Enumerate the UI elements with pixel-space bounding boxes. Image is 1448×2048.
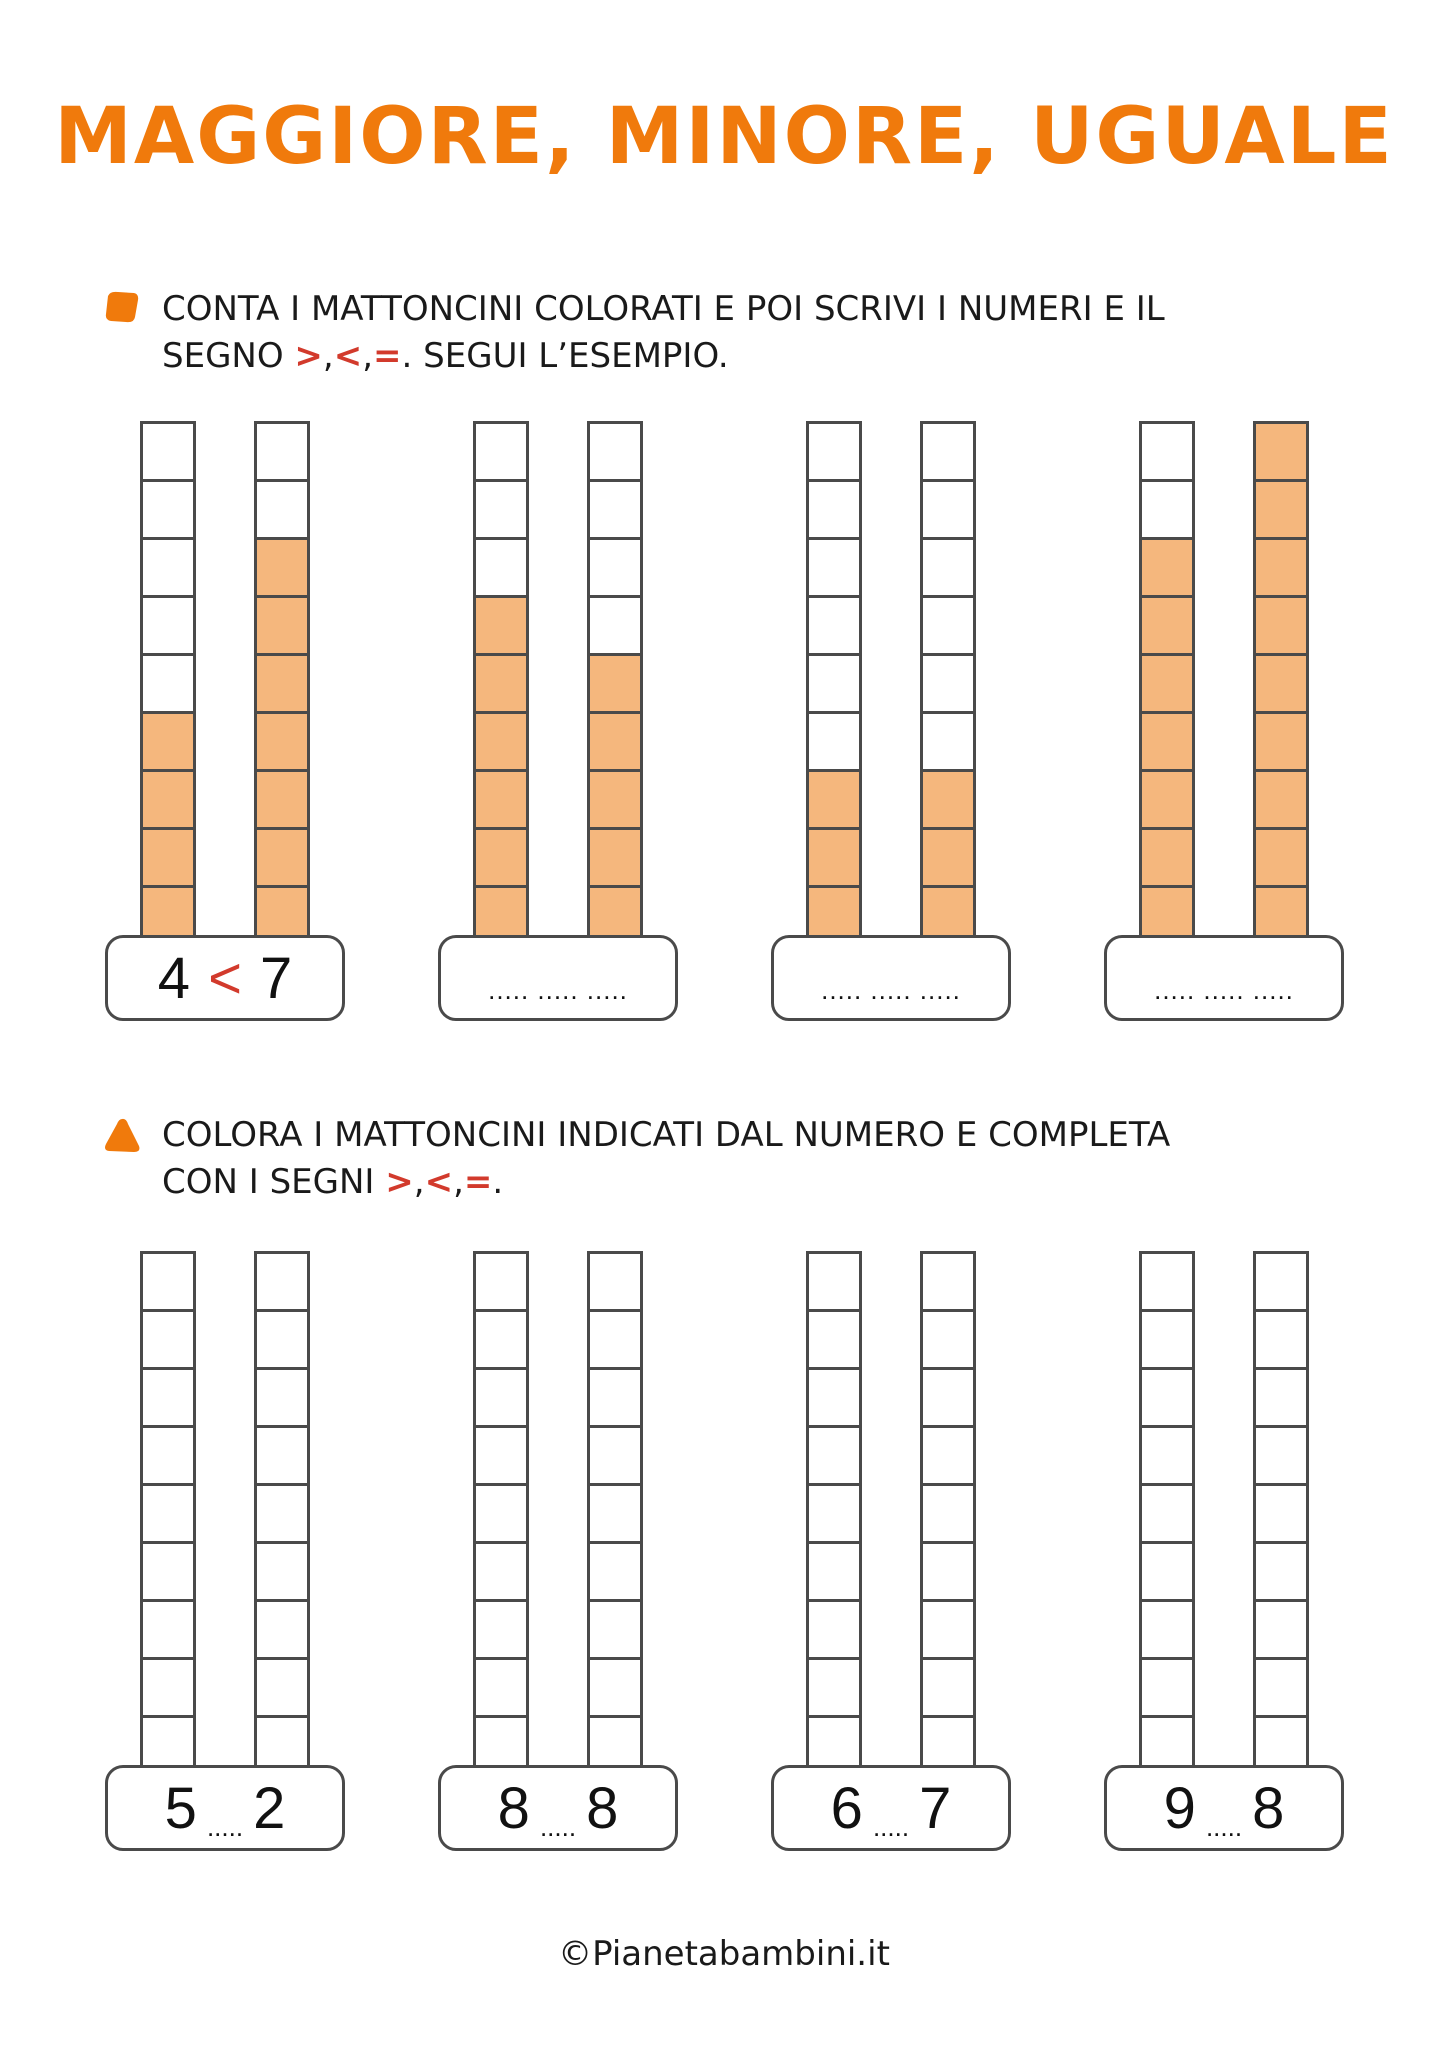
brick-empty[interactable] — [809, 1254, 859, 1312]
brick-empty — [923, 656, 973, 714]
right-number: 7 — [919, 1775, 952, 1841]
brick-filled — [590, 772, 640, 830]
left-number: 9 — [1163, 1775, 1196, 1841]
brick-empty[interactable] — [143, 1370, 193, 1428]
brick-empty — [809, 424, 859, 482]
instruction-1 — [162, 286, 1312, 380]
colorable-tower-left — [1139, 1251, 1195, 1779]
copyright-footer: ©Pianetabambini.it — [558, 1934, 890, 1974]
brick-empty[interactable] — [1142, 1312, 1192, 1370]
brick-empty[interactable] — [476, 1370, 526, 1428]
brick-filled — [257, 772, 307, 830]
brick-filled — [476, 830, 526, 888]
brick-filled — [1142, 714, 1192, 772]
blank-sign[interactable]: ..... — [872, 1811, 910, 1842]
blank-answer: ..... ..... ..... — [1154, 974, 1294, 1005]
brick-empty — [590, 424, 640, 482]
brick-empty[interactable] — [257, 1428, 307, 1486]
instruction-1-suffix: . SEGUI L’ESEMPIO. — [401, 336, 729, 376]
brick-filled — [1256, 830, 1306, 888]
brick-filled — [1142, 598, 1192, 656]
less-sign: < — [333, 336, 363, 376]
blank-answer: ..... ..... ..... — [821, 974, 961, 1005]
brick-filled — [1142, 830, 1192, 888]
colorable-tower-right — [254, 1251, 310, 1779]
instruction-2-line1: COLORA I MATTONCINI INDICATI DAL NUMERO E COMPLETA — [162, 1115, 1171, 1155]
colorable-tower-right — [587, 1251, 643, 1779]
orange-square-bullet-icon — [104, 290, 140, 324]
brick-empty — [1142, 482, 1192, 540]
blank-answer: ..... ..... ..... — [488, 974, 628, 1005]
brick-empty — [257, 482, 307, 540]
example-right-number: 7 — [259, 945, 293, 1011]
brick-empty[interactable] — [1256, 1660, 1306, 1718]
brick-tower-left — [473, 421, 529, 949]
blank-sign[interactable]: ..... — [206, 1811, 244, 1842]
brick-filled — [1256, 540, 1306, 598]
instruction-1-line1: CONTA I MATTONCINI COLORATI E POI SCRIVI I NUMERI E IL — [162, 289, 1165, 329]
brick-empty[interactable] — [923, 1254, 973, 1312]
brick-filled — [1142, 540, 1192, 598]
brick-filled — [923, 772, 973, 830]
brick-filled — [1256, 656, 1306, 714]
brick-tower-right — [1253, 421, 1309, 949]
brick-filled — [1256, 598, 1306, 656]
brick-empty[interactable] — [923, 1370, 973, 1428]
brick-empty[interactable] — [257, 1486, 307, 1544]
brick-empty[interactable] — [809, 1544, 859, 1602]
page-title: MAGGIORE, MINORE, UGUALE — [54, 92, 1394, 182]
brick-empty[interactable] — [590, 1660, 640, 1718]
brick-tower-left — [140, 421, 196, 949]
brick-empty[interactable] — [590, 1486, 640, 1544]
less-sign: < — [424, 1162, 454, 1202]
brick-empty — [476, 482, 526, 540]
brick-empty[interactable] — [143, 1486, 193, 1544]
answer-box[interactable] — [1104, 935, 1344, 1021]
brick-filled — [257, 656, 307, 714]
brick-empty[interactable] — [476, 1486, 526, 1544]
colorable-tower-left — [140, 1251, 196, 1779]
example-sign: < — [208, 945, 242, 1011]
colorable-tower-right — [1253, 1251, 1309, 1779]
brick-empty — [809, 598, 859, 656]
brick-empty[interactable] — [476, 1602, 526, 1660]
brick-empty — [143, 424, 193, 482]
brick-empty[interactable] — [590, 1312, 640, 1370]
brick-filled — [1256, 424, 1306, 482]
example-left-number: 4 — [157, 945, 191, 1011]
brick-empty[interactable] — [1256, 1486, 1306, 1544]
brick-empty[interactable] — [809, 1486, 859, 1544]
brick-empty[interactable] — [809, 1370, 859, 1428]
brick-empty — [143, 656, 193, 714]
brick-empty[interactable] — [257, 1602, 307, 1660]
brick-filled — [257, 540, 307, 598]
brick-empty — [476, 540, 526, 598]
brick-filled — [143, 830, 193, 888]
right-number: 8 — [586, 1775, 619, 1841]
brick-empty[interactable] — [923, 1544, 973, 1602]
answer-box — [105, 935, 345, 1021]
left-number: 5 — [164, 1775, 197, 1841]
brick-empty[interactable] — [1142, 1544, 1192, 1602]
brick-filled — [1256, 772, 1306, 830]
brick-filled — [476, 714, 526, 772]
brick-empty[interactable] — [923, 1312, 973, 1370]
colorable-tower-right — [920, 1251, 976, 1779]
instruction-1-line2: SEGNO >,<,=. SEGUI L’ESEMPIO. — [162, 336, 729, 376]
brick-empty[interactable] — [1142, 1254, 1192, 1312]
brick-empty[interactable] — [923, 1486, 973, 1544]
brick-empty[interactable] — [1142, 1660, 1192, 1718]
compare-box[interactable] — [105, 1765, 345, 1851]
brick-empty[interactable] — [590, 1254, 640, 1312]
brick-empty[interactable] — [476, 1428, 526, 1486]
left-number: 8 — [497, 1775, 530, 1841]
brick-filled — [809, 830, 859, 888]
brick-filled — [476, 772, 526, 830]
brick-empty[interactable] — [257, 1312, 307, 1370]
brick-empty — [590, 482, 640, 540]
brick-empty[interactable] — [257, 1544, 307, 1602]
answer-box[interactable] — [771, 935, 1011, 1021]
brick-empty — [143, 482, 193, 540]
brick-empty[interactable] — [590, 1370, 640, 1428]
equal-sign: = — [463, 1162, 493, 1202]
brick-tower-right — [587, 421, 643, 949]
brick-empty — [809, 656, 859, 714]
brick-tower-right — [254, 421, 310, 949]
brick-filled — [143, 714, 193, 772]
brick-empty — [809, 714, 859, 772]
brick-empty[interactable] — [257, 1254, 307, 1312]
equal-sign: = — [373, 336, 402, 376]
blank-sign[interactable]: ..... — [539, 1811, 577, 1842]
brick-tower-left — [1139, 421, 1195, 949]
brick-empty — [923, 540, 973, 598]
brick-empty[interactable] — [590, 1602, 640, 1660]
brick-empty[interactable] — [476, 1660, 526, 1718]
compare-box[interactable] — [771, 1765, 1011, 1851]
brick-filled — [590, 830, 640, 888]
brick-filled — [923, 830, 973, 888]
brick-filled — [590, 656, 640, 714]
brick-empty — [476, 424, 526, 482]
brick-empty[interactable] — [809, 1312, 859, 1370]
brick-empty[interactable] — [257, 1370, 307, 1428]
brick-empty[interactable] — [257, 1660, 307, 1718]
brick-empty — [590, 540, 640, 598]
instruction-2-text: CON I SEGNI — [162, 1162, 386, 1202]
brick-empty — [809, 540, 859, 598]
brick-empty[interactable] — [1142, 1602, 1192, 1660]
brick-filled — [1142, 656, 1192, 714]
greater-sign: > — [385, 1162, 414, 1202]
colorable-tower-left — [806, 1251, 862, 1779]
brick-empty — [143, 540, 193, 598]
brick-empty[interactable] — [1256, 1254, 1306, 1312]
instruction-2-suffix: . — [492, 1162, 504, 1202]
orange-triangle-bullet-icon — [102, 1116, 142, 1154]
greater-sign: > — [294, 336, 323, 376]
brick-empty[interactable] — [1256, 1428, 1306, 1486]
brick-empty[interactable] — [476, 1254, 526, 1312]
brick-filled — [1256, 482, 1306, 540]
brick-empty — [923, 598, 973, 656]
brick-empty[interactable] — [476, 1312, 526, 1370]
brick-filled — [476, 656, 526, 714]
brick-filled — [1256, 714, 1306, 772]
brick-empty[interactable] — [923, 1660, 973, 1718]
brick-empty — [257, 424, 307, 482]
brick-empty[interactable] — [1256, 1544, 1306, 1602]
brick-empty[interactable] — [143, 1428, 193, 1486]
brick-filled — [476, 598, 526, 656]
brick-empty[interactable] — [143, 1544, 193, 1602]
brick-empty — [923, 482, 973, 540]
brick-empty[interactable] — [923, 1602, 973, 1660]
brick-filled — [257, 714, 307, 772]
brick-empty[interactable] — [143, 1602, 193, 1660]
brick-filled — [143, 772, 193, 830]
brick-empty — [590, 598, 640, 656]
right-number: 8 — [1252, 1775, 1285, 1841]
brick-empty — [143, 598, 193, 656]
brick-empty — [923, 714, 973, 772]
brick-tower-right — [920, 421, 976, 949]
brick-empty[interactable] — [923, 1428, 973, 1486]
brick-empty[interactable] — [1142, 1486, 1192, 1544]
brick-empty[interactable] — [1142, 1428, 1192, 1486]
brick-empty[interactable] — [1256, 1370, 1306, 1428]
brick-empty[interactable] — [590, 1544, 640, 1602]
brick-filled — [809, 772, 859, 830]
brick-filled — [590, 714, 640, 772]
brick-filled — [257, 598, 307, 656]
compare-box[interactable] — [1104, 1765, 1344, 1851]
brick-empty[interactable] — [143, 1254, 193, 1312]
colorable-tower-left — [473, 1251, 529, 1779]
blank-sign[interactable]: ..... — [1205, 1811, 1243, 1842]
brick-empty[interactable] — [809, 1428, 859, 1486]
brick-empty — [1142, 424, 1192, 482]
brick-empty[interactable] — [143, 1312, 193, 1370]
brick-empty[interactable] — [590, 1428, 640, 1486]
brick-filled — [1142, 772, 1192, 830]
brick-empty[interactable] — [1256, 1602, 1306, 1660]
compare-box[interactable] — [438, 1765, 678, 1851]
brick-empty[interactable] — [1256, 1312, 1306, 1370]
brick-empty[interactable] — [143, 1660, 193, 1718]
brick-empty[interactable] — [476, 1544, 526, 1602]
instruction-2 — [162, 1112, 1312, 1206]
brick-empty[interactable] — [809, 1660, 859, 1718]
brick-empty — [923, 424, 973, 482]
brick-empty — [809, 482, 859, 540]
right-number: 2 — [253, 1775, 286, 1841]
brick-filled — [257, 830, 307, 888]
brick-empty[interactable] — [1142, 1370, 1192, 1428]
brick-empty[interactable] — [809, 1602, 859, 1660]
answer-box[interactable] — [438, 935, 678, 1021]
instruction-2-line2: CON I SEGNI >,<,=. — [162, 1162, 504, 1202]
instruction-1-text: SEGNO — [162, 336, 295, 376]
left-number: 6 — [830, 1775, 863, 1841]
brick-tower-left — [806, 421, 862, 949]
